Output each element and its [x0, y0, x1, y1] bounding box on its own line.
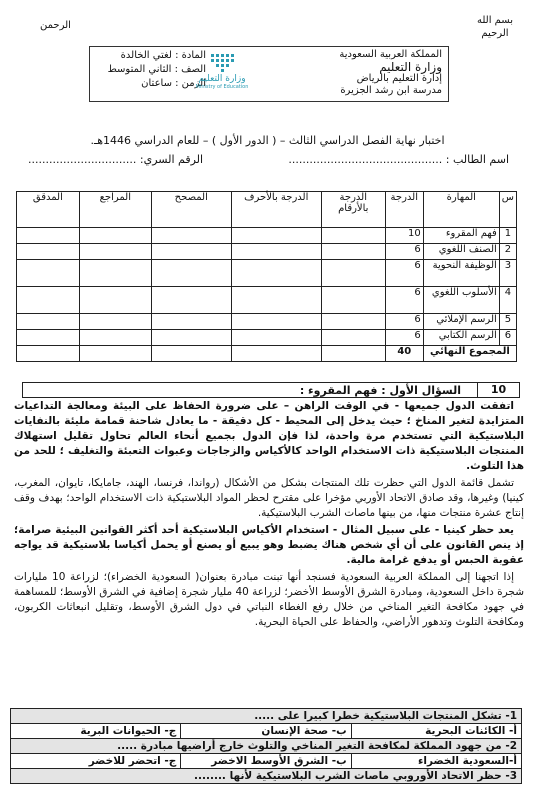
cell-auditor[interactable] [17, 244, 80, 260]
cell-digits[interactable] [321, 314, 385, 330]
total-label: المجموع النهائي [423, 346, 516, 362]
cell-auditor[interactable] [17, 228, 80, 244]
exam-title: اختبار نهاية الفصل الدراسي الثالث – ( الدور الأول ) – للعام الدراسي 1446هـ. [90, 134, 445, 147]
cell-corrector[interactable] [151, 287, 231, 314]
cell-digits[interactable] [321, 330, 385, 346]
table-row [17, 287, 517, 314]
table-row [17, 314, 517, 330]
cell-auditor[interactable] [17, 314, 80, 330]
row-skill: الرسم الكتابي [423, 330, 499, 346]
mcq-option-a[interactable]: أ-السعودية الخضراء [351, 754, 521, 769]
col-score-digits: الدرجة بالأرقام [321, 192, 385, 228]
passage-paragraph: يعد حظر كينيا - على سبيل المثال - استخدام الأكياس البلاستيكية أحد أكثر القوانين البيئية صرامة؛ إذ ينص القانون على أن أي شخص هناك يضبط وهو يبيع أو يصنع أو يحمل أكياسا بلاستيكية قد يواجه عقوبة الحبس أو يدفع غرامة مالية. [14, 524, 524, 566]
cell-corrector[interactable] [151, 314, 231, 330]
ministry-logo-icon [208, 52, 238, 74]
cell-letters[interactable] [231, 244, 321, 260]
skills-header-row [17, 192, 517, 228]
cell-digits[interactable] [321, 346, 385, 362]
cell-corrector[interactable] [151, 260, 231, 287]
question1-title: السؤال الأول : فهم المقروء : [299, 384, 461, 397]
ministry-logo [190, 52, 252, 92]
passage-paragraph: إذا اتجهنا إلى المملكة العربية السعودية فسنجد أنها تبنت مبادرة بعنوان( السعودية الخضراء)؛ لزراعة 10 مليارات شجرة داخل السعودية، ومبادرة الشرق الأوسط الأخضر؛ لزراعة 40 مليار شجرة إضافية في الشرق الأوسط؛ للمساهمة في جهود مكافحة التغير المناخي من خلال رفع الغطاء النباتي في دول الشرق الأوسط، وتقليل انبعاثات الكربون، ومكافحة التلوث وتدهور الأراضي، والحفاظ على الحياة البحرية. [13, 571, 524, 628]
col-corrector: المصحح [151, 192, 231, 228]
row-skill: الرسم الإملائي [423, 314, 499, 330]
basmala-line1: بسم الله [476, 15, 514, 26]
secret-number-field[interactable]: الرقم السري: ............................... [28, 153, 204, 166]
header-institution [339, 49, 442, 97]
row-skill: الصنف اللغوي [423, 244, 499, 260]
cell-letters[interactable] [231, 314, 321, 330]
logo-arabic-text: وزارة التعليم [198, 74, 246, 84]
cell-digits[interactable] [321, 287, 385, 314]
row-score: 6 [385, 314, 423, 330]
reading-passage [14, 399, 524, 632]
row-number: 1 [499, 228, 516, 244]
row-number: 3 [499, 260, 516, 287]
mcq-question-row [11, 709, 522, 724]
cell-corrector[interactable] [151, 228, 231, 244]
ministry-name: وزارة التعليم [379, 60, 442, 74]
cell-corrector[interactable] [151, 346, 231, 362]
cell-reviewer[interactable] [79, 330, 151, 346]
header-box [89, 46, 449, 102]
row-number: 4 [499, 287, 516, 314]
col-score: الدرجة [385, 192, 423, 228]
passage-paragraph: اتفقت الدول جميعها - في الوقت الراهن – على ضرورة الحفاظ على البيئة ومعالجة التداعيات المتزايدة لتغير المناخ ؛ حيث يدخل إلى المحيط - كل دقيقة - ما يعادل شاحنة قمامة مليئة بالنفايات البلاستيكية التي تستخدم مرة واحدة، لذا فإن الدول بجميع أنحاء العالم تحاول تقليل استهلاك المنتجات البلاستيكية ذات الاستخدام الواحد كالأكياس والزجاجات وعبوات التعبئة والتغليف ؛ للحد من هذا التلوث. [14, 400, 524, 472]
basmala-line2: الرحيم [481, 28, 509, 39]
mcq-option-a[interactable]: أ- الكائنات البحرية [351, 724, 521, 739]
row-skill: فهم المقروء [423, 228, 499, 244]
cell-corrector[interactable] [151, 330, 231, 346]
total-score: 40 [385, 346, 423, 362]
row-score: 6 [385, 330, 423, 346]
row-score: 6 [385, 287, 423, 314]
logo-english-text: Ministry of Education [195, 84, 249, 90]
mcq-question: 3- حظر الاتحاد الأوروبي ماصات الشرب البلاستيكية لأنها ........ [11, 769, 522, 784]
mcq-option-b[interactable]: ب- صحة الإنسان [181, 724, 351, 739]
mcq-options-row [11, 754, 522, 769]
cell-letters[interactable] [231, 287, 321, 314]
cell-digits[interactable] [321, 244, 385, 260]
cell-digits[interactable] [321, 260, 385, 287]
row-skill: الأسلوب اللغوي [423, 287, 499, 314]
question1-score: 10 [477, 383, 519, 397]
mcq-option-c[interactable]: ج- الحيوانات البرية [11, 724, 181, 739]
kingdom-name: المملكة العربية السعودية [339, 49, 442, 60]
mcq-option-b[interactable]: ب- الشرق الأوسط الاخضر [181, 754, 351, 769]
cell-reviewer[interactable] [79, 228, 151, 244]
mcq-question: 1- تشكل المنتجات البلاستيكية خطرا كبيرا على ..... [11, 709, 522, 724]
row-number: 2 [499, 244, 516, 260]
cell-reviewer[interactable] [79, 346, 151, 362]
cell-letters[interactable] [231, 228, 321, 244]
row-score: 6 [385, 260, 423, 287]
school-name: مدرسة ابن رشد الجزيرة [340, 85, 442, 96]
basmala-left: الرحمن [40, 20, 71, 31]
basmala-right [465, 14, 525, 40]
row-number: 5 [499, 314, 516, 330]
cell-reviewer[interactable] [79, 314, 151, 330]
cell-auditor[interactable] [17, 330, 80, 346]
cell-auditor[interactable] [17, 346, 80, 362]
student-name-field[interactable]: اسم الطالب : ............................................ [288, 153, 509, 166]
cell-corrector[interactable] [151, 244, 231, 260]
skills-grade-table [16, 191, 517, 362]
subject-label: المادة : لغتي الخالدة [120, 50, 206, 61]
table-row [17, 244, 517, 260]
question1-header [22, 382, 520, 398]
col-number: س [499, 192, 516, 228]
total-row [17, 346, 517, 362]
row-score: 10 [385, 228, 423, 244]
mcq-options-row [11, 724, 522, 739]
time-label: الزمن : ساعتان [141, 78, 206, 89]
row-number: 6 [499, 330, 516, 346]
mcq-question-row [11, 769, 522, 784]
admin-name: إدارة التعليم بالرياض [356, 73, 442, 84]
mcq-option-c[interactable]: ج- اتحضر للاخضر [11, 754, 181, 769]
cell-reviewer[interactable] [79, 260, 151, 287]
table-row [17, 260, 517, 287]
table-row [17, 330, 517, 346]
passage-paragraph: تشمل قائمة الدول التي حظرت تلك المنتجات بشكل من الأشكال (رواندا، فرنسا، الهند، جامايكا، تايوان، المغرب، كينيا) وغيرها، وقد صادق الاتحاد الأوربي مؤخرا على مقترح لحظر المواد البلاستيكية ذات الاستخدام الواحد؛ بهدف وقف إنتاج عشرة منتجات منها، من بينها ماصات الشرب البلاستيكية. [14, 477, 524, 519]
row-score: 6 [385, 244, 423, 260]
mcq-question-row [11, 739, 522, 754]
cell-auditor[interactable] [17, 287, 80, 314]
mcq-question: 2- من جهود المملكة لمكافحة التغير المناخي والتلوث خارج أراضيها مبادرة ..... [11, 739, 522, 754]
cell-letters[interactable] [231, 346, 321, 362]
cell-reviewer[interactable] [79, 244, 151, 260]
cell-auditor[interactable] [17, 260, 80, 287]
cell-letters[interactable] [231, 330, 321, 346]
col-auditor: المدقق [17, 192, 80, 228]
mcq-table [10, 708, 522, 784]
grade-label: الصف : الثاني المتوسط [107, 64, 206, 75]
cell-digits[interactable] [321, 228, 385, 244]
cell-reviewer[interactable] [79, 287, 151, 314]
col-reviewer: المراجع [79, 192, 151, 228]
col-skill: المهارة [423, 192, 499, 228]
col-score-letters: الدرجة بالأحرف [231, 192, 321, 228]
cell-letters[interactable] [231, 260, 321, 287]
table-row [17, 228, 517, 244]
row-skill: الوظيفة النحوية [423, 260, 499, 287]
